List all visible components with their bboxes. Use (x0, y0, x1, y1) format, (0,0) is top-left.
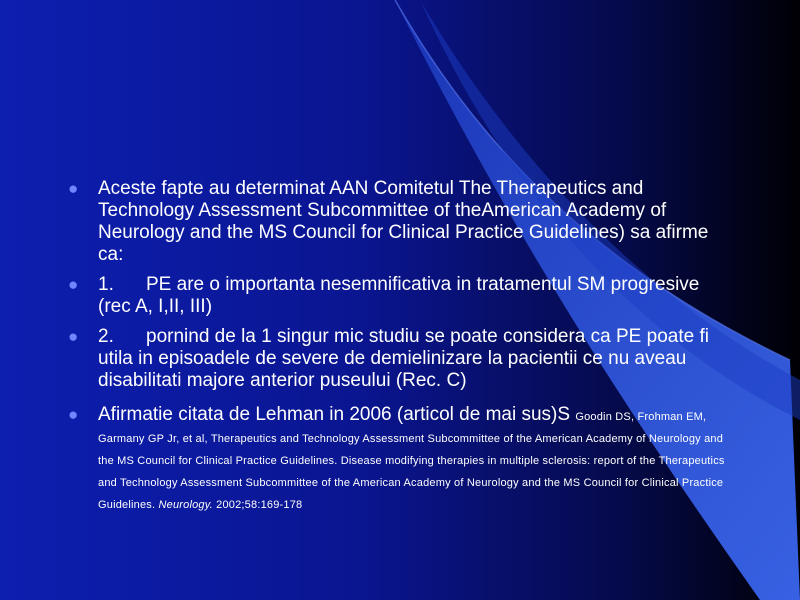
reference-citation: 2002;58:169-178 (216, 499, 303, 511)
bullet-dot-icon: ● (68, 179, 79, 198)
bullet-item (68, 274, 728, 318)
bullet-number: 2. (98, 326, 114, 347)
bullet-number: 1. (98, 274, 114, 295)
bullet-dot-icon: ● (68, 327, 79, 346)
bullet-text: pornind de la 1 singur mic studiu se poate considera ca PE poate fi utila in episoadele de severe de demielinizare la pacientii ce nu aveau disabilitati majore anterior puseului (Rec. C) (98, 326, 709, 391)
reference-body: Goodin DS, Frohman EM, Garmany GP Jr, et al, Therapeutics and Technology Assessment Subcommittee of the American Academy of Neurology and the MS Council for Clinical Practice Guidelines. Disease modifying therapies in multiple sclerosis: report of the Therapeutics and Technology Assessment Subcommittee of the American Academy of Neurology and the MS Council for Clinical Practice Guidelines. (98, 411, 725, 511)
bullet-text: Aceste fapte au determinat AAN Comitetul The Therapeutics and Technology Assessment Subcommittee of theAmerican Academy of Neurology and the MS Council for Clinical Practice Guidelines) sa afirme ca: (98, 178, 709, 265)
slide-body (68, 178, 728, 522)
reference-text (98, 411, 725, 511)
reference-journal: Neurology. (158, 499, 213, 511)
bullet-dot-icon: ● (68, 405, 79, 424)
bullet-dot-icon: ● (68, 275, 79, 294)
bullet-item (68, 326, 728, 392)
bullet-text: Afirmatie citata de Lehman in 2006 (articol de mai sus)S (98, 404, 571, 425)
bullet-text: PE are o importanta nesemnificativa in tratamentul SM progresive (rec A, I,II, III) (98, 274, 700, 317)
bullet-item (68, 404, 728, 514)
bullet-item (68, 178, 728, 266)
